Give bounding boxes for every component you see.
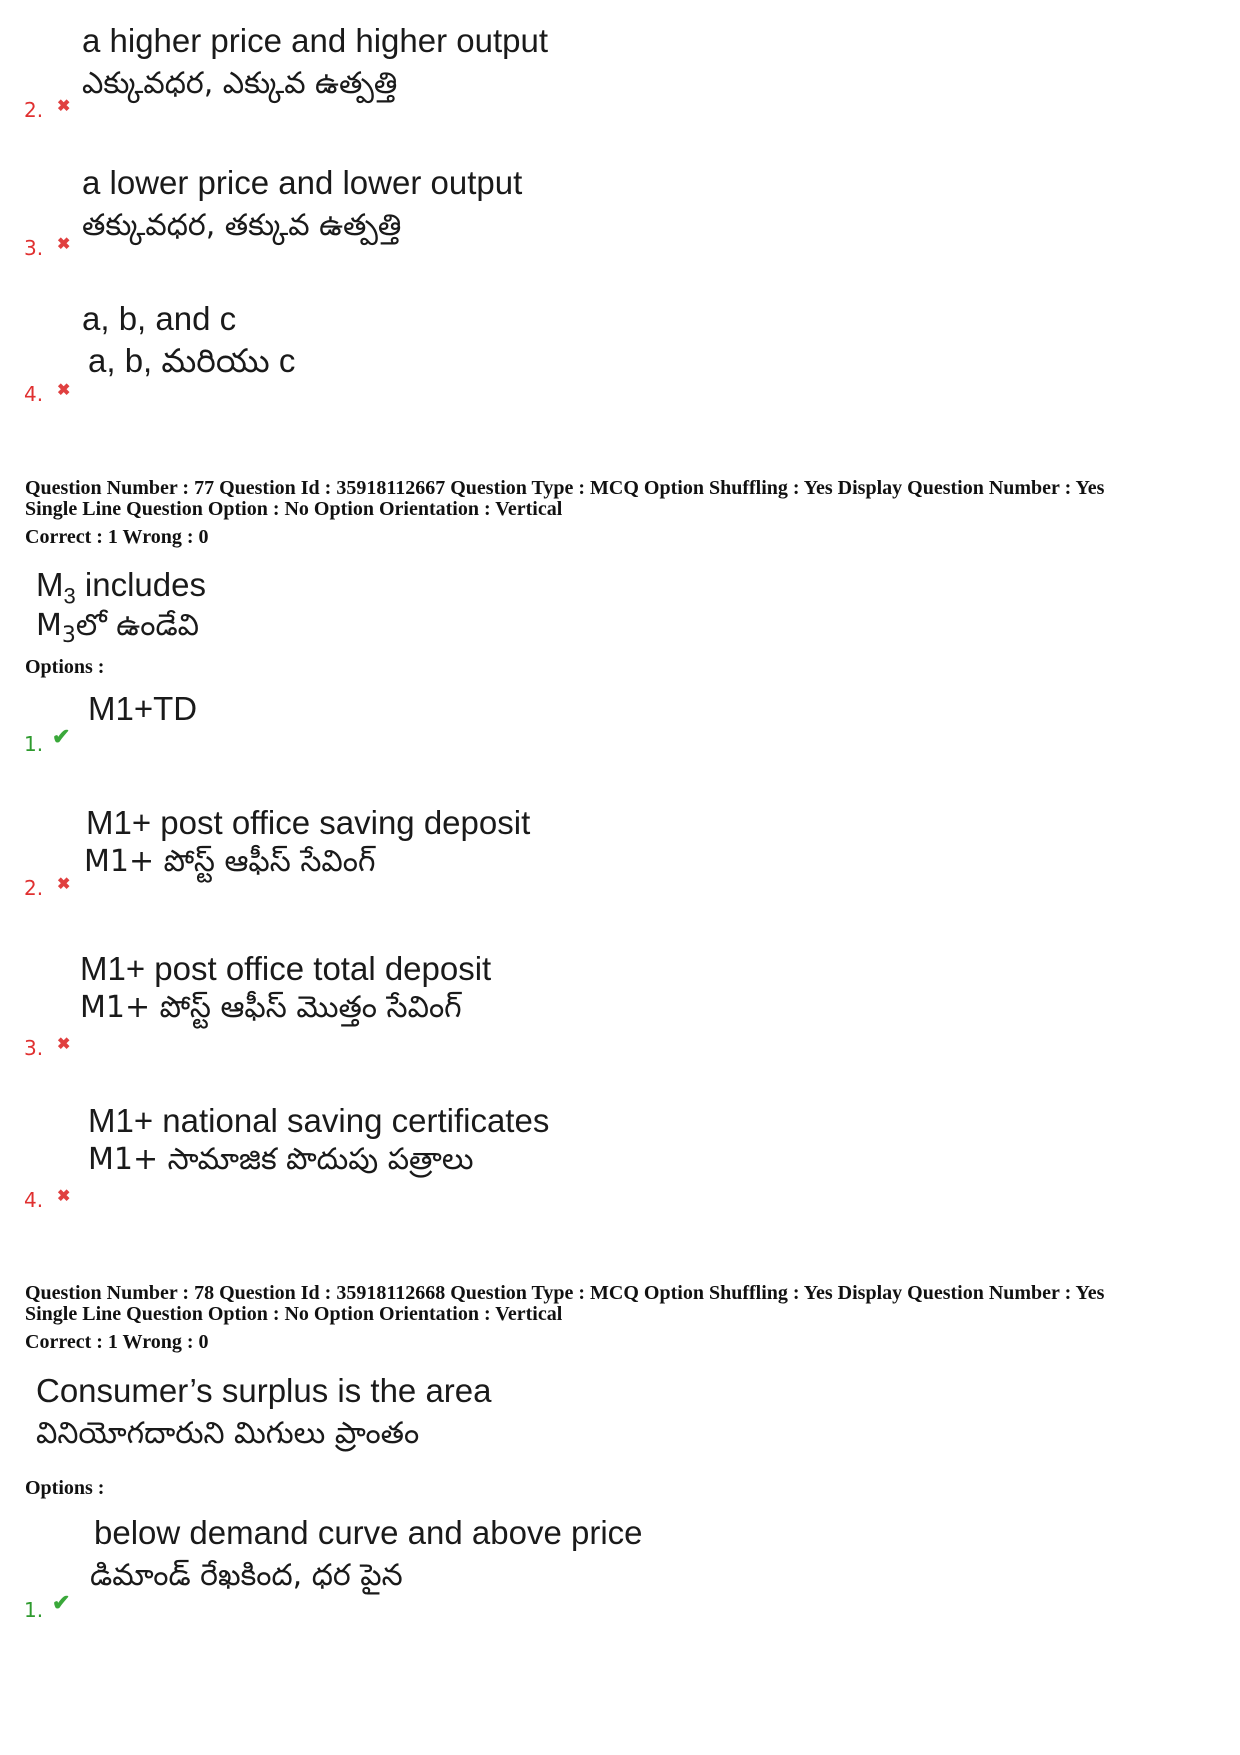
option-text-en: a lower price and lower output bbox=[82, 164, 523, 201]
cross-icon: ✖ bbox=[57, 1188, 71, 1205]
options-label: Options : bbox=[25, 656, 105, 678]
option-text-te: తక్కువధర, తక్కువ ఉత్పత్తి bbox=[82, 208, 402, 243]
option-number: 3. bbox=[24, 236, 44, 260]
option-number: 4. bbox=[24, 382, 44, 406]
option-text-te: ఎక్కువధర, ఎక్కువ ఉత్పత్తి bbox=[82, 66, 398, 101]
option-text-te: డిమాండ్ రేఖకింద, ధర పైన bbox=[90, 1558, 403, 1593]
cross-icon: ✖ bbox=[57, 236, 71, 253]
option-text-en: M1+TD bbox=[88, 690, 198, 727]
option-number: 3. bbox=[24, 1036, 44, 1060]
cross-icon: ✖ bbox=[57, 382, 71, 399]
options-label: Options : bbox=[25, 1477, 105, 1499]
question-text-en: Consumer’s surplus is the area bbox=[36, 1372, 492, 1409]
cross-icon: ✖ bbox=[57, 1036, 71, 1053]
option-text-en: a, b, and c bbox=[82, 300, 237, 337]
option-number: 1. bbox=[24, 732, 44, 756]
option-text-te: M1+ పోస్ట్ ఆఫీస్ మొత్తం సేవింగ్ bbox=[80, 990, 462, 1025]
question-meta-line1: Question Number : 77 Question Id : 35918112667 Question Type : MCQ Option Shuffling : Yes Display Question Number : Yes bbox=[25, 477, 1105, 499]
option-text-en: M1+ post office total deposit bbox=[80, 950, 492, 987]
option-text-te: M1+ సామాజిక పొదుపు పత్రాలు bbox=[88, 1142, 474, 1177]
option-text-en: M1+ national saving certificates bbox=[88, 1102, 550, 1139]
option-text-te: a, b, మరియు c bbox=[88, 342, 296, 379]
question-marks: Correct : 1 Wrong : 0 bbox=[25, 1331, 209, 1353]
question-text-te: వినియోగదారుని మిగులు ప్రాంతం bbox=[36, 1416, 420, 1451]
option-number: 2. bbox=[24, 98, 44, 122]
question-meta-line2: Single Line Question Option : No Option Orientation : Vertical bbox=[25, 1303, 563, 1325]
cross-icon: ✖ bbox=[57, 98, 71, 115]
question-text-te: $M_3లో$ ఉండేవి bbox=[36, 608, 199, 648]
question-meta-line1: Question Number : 78 Question Id : 35918112668 Question Type : MCQ Option Shuffling : Yes Display Question Number : Yes bbox=[25, 1282, 1105, 1304]
option-text-en: M1+ post office saving deposit bbox=[86, 804, 531, 841]
check-icon: ✔ bbox=[52, 1590, 71, 1615]
option-text-en: a higher price and higher output bbox=[82, 22, 548, 59]
option-text-en: below demand curve and above price bbox=[94, 1514, 643, 1551]
check-icon: ✔ bbox=[52, 724, 71, 749]
option-number: 2. bbox=[24, 876, 44, 900]
option-number: 1. bbox=[24, 1598, 44, 1622]
question-meta-line2: Single Line Question Option : No Option Orientation : Vertical bbox=[25, 498, 563, 520]
question-text-en: $M_3$ includes bbox=[36, 566, 206, 609]
option-text-te: M1+ పోస్ట్ ఆఫీస్ సేవింగ్ bbox=[84, 844, 376, 879]
option-number: 4. bbox=[24, 1188, 44, 1212]
question-marks: Correct : 1 Wrong : 0 bbox=[25, 526, 209, 548]
cross-icon: ✖ bbox=[57, 876, 71, 893]
